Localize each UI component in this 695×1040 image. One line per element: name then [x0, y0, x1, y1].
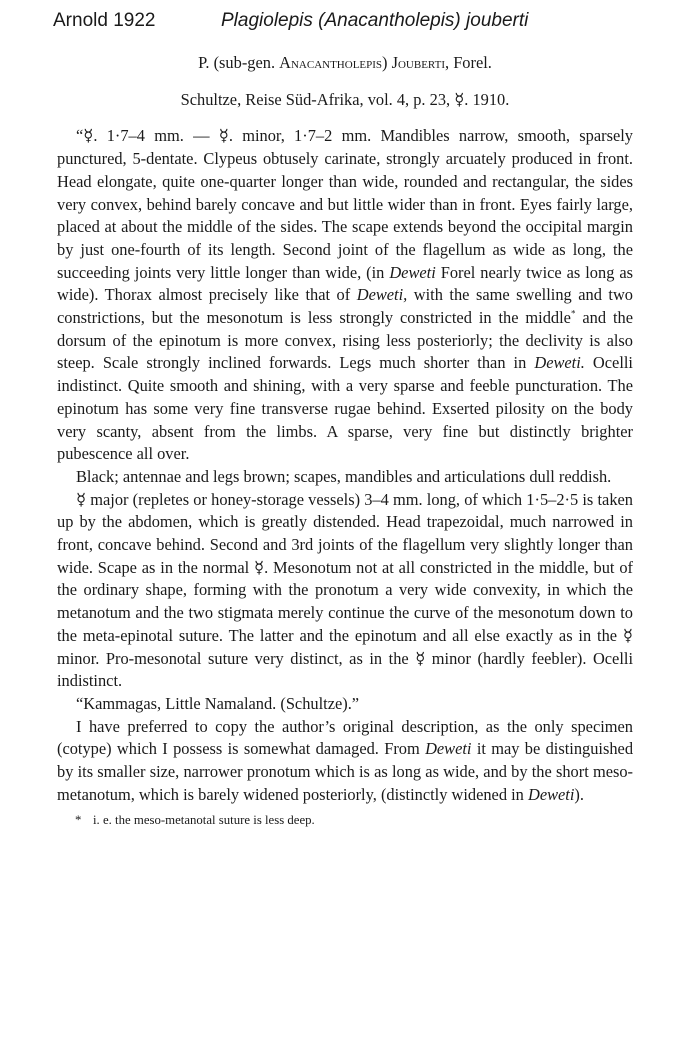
header-author-year: Arnold 1922	[53, 10, 156, 31]
species-title	[57, 52, 633, 75]
text-run: I have preferred to copy the author’s original description, as the only specimen (cotype) which I possess is somewhat damaged. From	[57, 716, 633, 759]
italic-deweti: Deweti	[425, 739, 472, 759]
title-prefix: P. (sub-gen.	[198, 53, 280, 72]
italic-deweti: Deweti	[527, 784, 575, 804]
paragraph-description-major: ☿ major (repletes or honey-storage vessels) 3–4 mm. long, of which 1·5–2·5 is taken up by the abdomen, which is greatly distended. Head trapezoidal, much narrowed in front, concave behind. Second and 3rd joints of the flagellum very slightly longer than wide. Scape as in the normal ☿. Mesonotum not at all constricted in the middle, but of the ordinary shape, forming with the pronotum a very wide convexity, in which the metanotum and the two stigmata merely continue the curve of the mesonotum down to the meta-epinotal suture. The latter and the epinotum and all else exactly as in the ☿ minor. Pro-mesonotal suture very distinct, as in the ☿ minor (hardly feebler). Ocelli indistinct.	[57, 489, 633, 691]
footnote-text: i. e. the meso-metanotal suture is less deep.	[93, 812, 315, 827]
text-run: Forel nearly twice as long as wide). Thorax almost precisely like that of	[57, 262, 633, 305]
footnote	[75, 811, 633, 829]
title-author: , Forel.	[445, 53, 492, 72]
title-mid: )	[382, 53, 392, 72]
text-run: ).	[574, 784, 584, 804]
footnote-reference: *	[570, 308, 576, 319]
paragraph-description-minor	[57, 125, 633, 466]
title-species: Jouberti	[391, 53, 445, 72]
italic-deweti: Deweti	[389, 262, 436, 282]
title-subgenus: Anacantholepis	[279, 53, 383, 72]
paragraph-locality: “Kammagas, Little Namaland. (Schultze).”	[76, 693, 360, 713]
citation-line: Schultze, Reise Süd-Afrika, vol. 4, p. 23, ☿. 1910.	[180, 89, 510, 109]
text-run: “☿. 1·7–4 mm. — ☿. minor, 1·7–2 mm. Mandibles narrow, smooth, sparsely punctured, 5-dentate. Clypeus obtusely carinate, strongly arcuately produced in front. Head elongate, quite one-quarter longer than wide, rounded and rectangular, the sides very convex, behind barely concave and but little wider than in front. Eyes fairly large, placed at about the middle of the sides. The scape extends beyond the occipital margin by just one-fourth of its length. Second joint of the flagellum as wide as long, the succeeding joints very little longer than wide, (in	[57, 126, 633, 282]
paragraph-author-note	[57, 716, 633, 807]
page-header	[0, 10, 695, 36]
footnote-marker: *	[75, 812, 82, 827]
italic-deweti: Deweti,	[356, 285, 408, 305]
paragraph-coloration: Black; antennae and legs brown; scapes, mandibles and articulations dull reddish.	[76, 466, 612, 486]
text-run: and the dorsum of the epinotum is more convex, rising less posteriorly; the declivity is also steep. Scale strongly inclined forwards. Legs much shorter than in	[57, 308, 633, 373]
italic-deweti: Deweti.	[534, 353, 585, 373]
header-taxon-name: Plagiolepis (Anacantholepis) jouberti	[221, 10, 529, 31]
text-run: it may be distinguished by its smaller size, narrower pronotum which is as long as wide, and by the short meso-metanotum, which is barely widened posteriorly, (distinctly widened in	[57, 739, 634, 804]
text-run: with the same swelling and two constrictions, but the mesonotum is less strongly constricted in the middle	[57, 285, 633, 328]
text-run: Ocelli indistinct. Quite smooth and shining, with a very sparse and feeble puncturation. The epinotum has some very fine transverse rugae behind. Exserted pilosity on the body very scanty, absent from the limbs. A sparse, very fine but distinctly brighter pubescence all over.	[57, 353, 633, 464]
document-body	[57, 52, 633, 829]
